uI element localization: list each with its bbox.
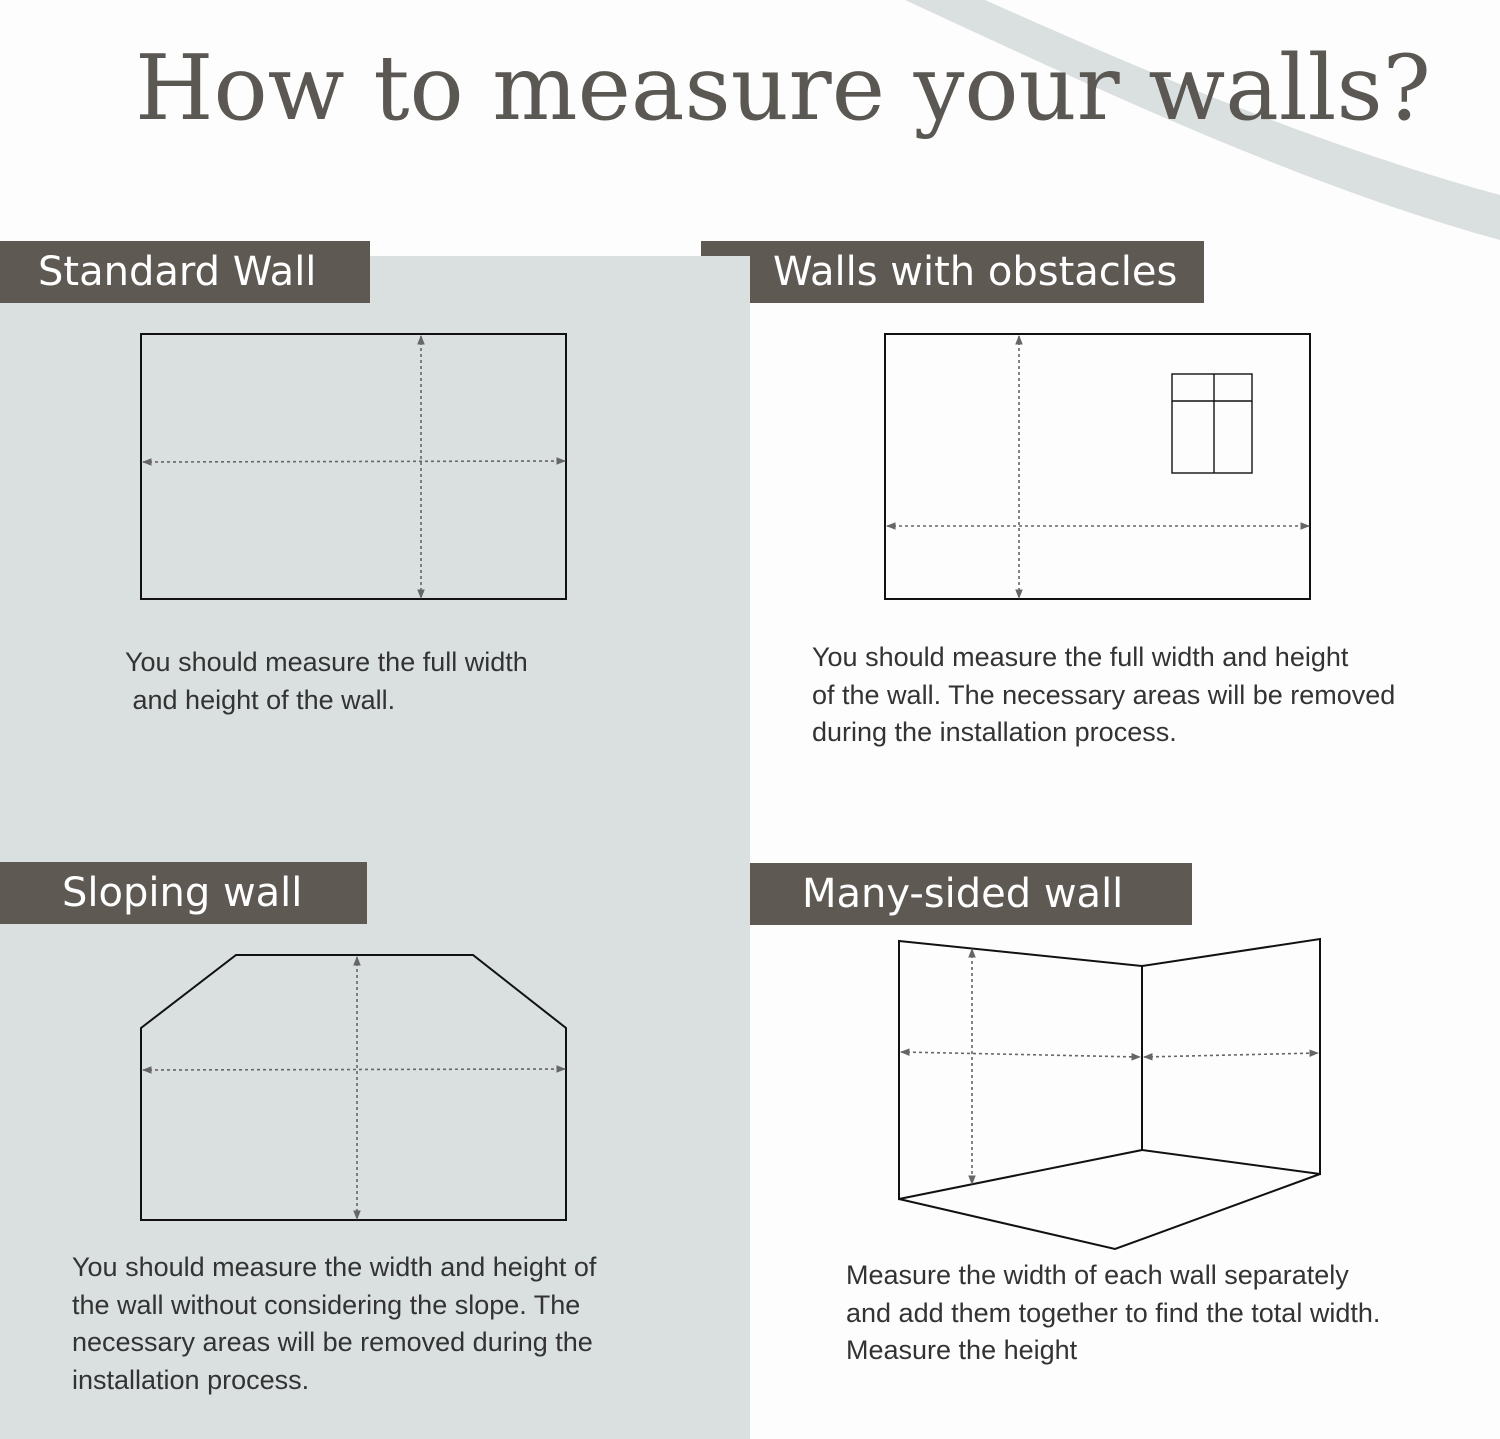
standard-wall-description [125, 644, 528, 719]
description-line: necessary areas will be removed during the [72, 1327, 593, 1357]
sloping-wall-width-arrow [143, 1069, 565, 1070]
window-obstacle [1172, 374, 1252, 473]
left-wall-width-arrow [901, 1052, 1140, 1057]
standard-wall-width-arrow [143, 461, 565, 462]
description-line: of the wall. The necessary areas will be removed [812, 679, 1396, 710]
left-wall-outline [899, 941, 1142, 1199]
sloping-wall-outline [141, 955, 566, 1220]
description-line: installation process. [72, 1364, 310, 1395]
right-wall-width-arrow [1144, 1053, 1318, 1057]
sloping-wall-diagram [141, 955, 566, 1220]
many-sided-wall-diagram [899, 939, 1320, 1249]
sloping-wall-label-text: Sloping wall [62, 870, 303, 916]
description-line: the wall without considering the slope. The [72, 1289, 581, 1320]
obstacles-wall-diagram [885, 334, 1310, 599]
description-line: You should measure the full width and height [812, 642, 1349, 672]
description-line: Measure the width of each wall separately [846, 1260, 1349, 1290]
description-line: and add them together to find the total width. [846, 1297, 1381, 1328]
description-line: Measure the height [846, 1335, 1078, 1365]
description-line: You should measure the full width [125, 647, 528, 677]
description-line: and height of the wall. [125, 684, 396, 715]
standard-wall-label-text: Standard Wall [38, 249, 317, 295]
many-sided-wall-description [846, 1257, 1380, 1370]
sloping-wall-description [72, 1249, 596, 1399]
obstacles-wall-description [812, 639, 1395, 752]
standard-wall-outline [141, 334, 566, 599]
standard-wall-diagram [141, 334, 566, 599]
obstacles-wall-label-text: Walls with obstacles [773, 249, 1178, 295]
description-line: You should measure the width and height of [72, 1252, 597, 1282]
page-title: How to measure your walls? [135, 36, 1431, 141]
description-line: during the installation process. [812, 717, 1177, 747]
many-sided-wall-label-text: Many-sided wall [802, 871, 1124, 917]
